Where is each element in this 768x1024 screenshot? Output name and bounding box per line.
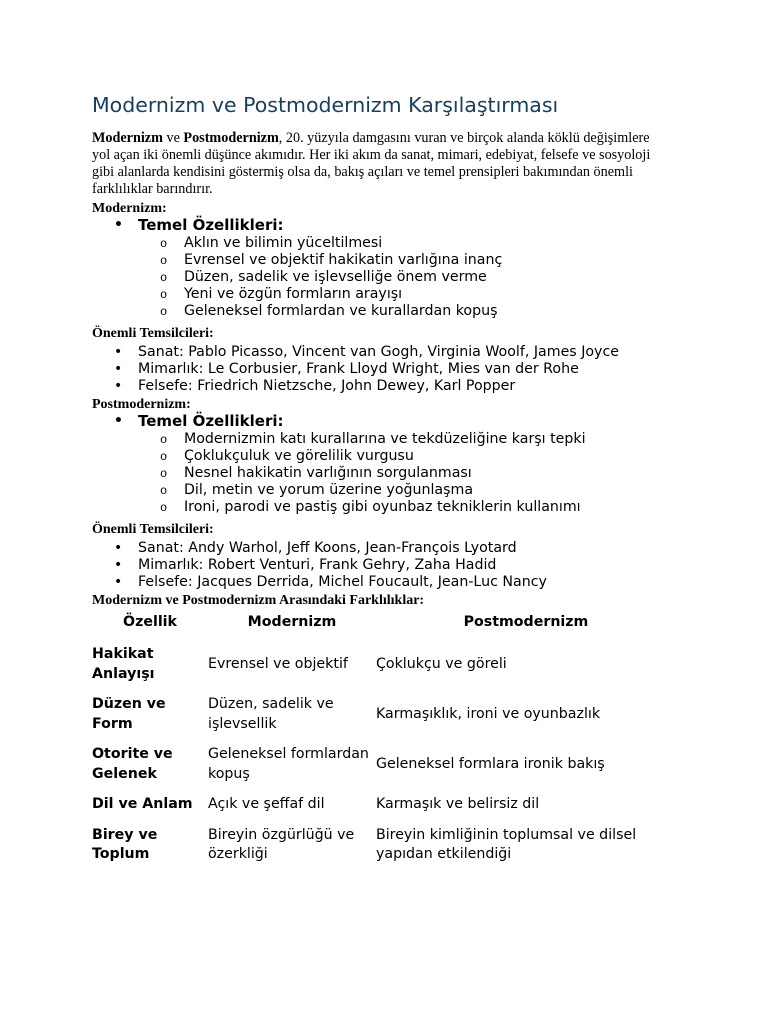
list-item [92, 413, 676, 517]
list-item: • Sanat: Pablo Picasso, Vincent van Gogh, Virginia Woolf, James Joyce [92, 344, 676, 361]
comparison-heading: Modernizm ve Postmodernizm Arasındaki Farklılıklar: [92, 593, 425, 609]
list-item: • Mimarlık: Le Corbusier, Frank Lloyd Wright, Mies van der Rohe [92, 361, 676, 378]
intro-paragraph [92, 130, 652, 198]
modernism-features-sublist [138, 235, 676, 321]
table-row [92, 695, 676, 745]
list-item: o Yeni ve özgün formların arayışı [92, 286, 676, 303]
table-cell: Düzen ve Form [92, 696, 166, 732]
table-cell: Bireyin kimliğinin toplumsal ve dilsel yapıdan etkilendiği [376, 826, 637, 863]
table-cell: Dil ve Anlam [92, 796, 193, 813]
intro-term-postmodernism: Postmodernizm [183, 130, 279, 146]
table-header-row [92, 611, 676, 645]
table-cell: Çoklukçu ve göreli [376, 656, 507, 672]
table-cell: Karmaşık ve belirsiz dil [376, 796, 540, 813]
list-item: o Düzen, sadelik ve işlevselliğe önem verme [92, 269, 676, 286]
list-item: o Evrensel ve objektif hakikatin varlığına inanç [92, 252, 676, 269]
modernism-features-list [92, 217, 676, 321]
list-item [92, 217, 676, 321]
comparison-table [92, 611, 676, 876]
list-item: o Nesnel hakikatin varlığının sorgulanması [92, 465, 676, 482]
table-cell: Otorite ve Gelenek [92, 746, 173, 782]
table-cell: Geleneksel formlardan kopuş [208, 746, 369, 782]
list-item: • Mimarlık: Robert Venturi, Frank Gehry, Zaha Hadid [92, 557, 676, 574]
list-item: o Modernizmin katı kurallarına ve tekdüzeliğine karşı tepki [92, 431, 676, 448]
intro-term-modernism: Modernizm [92, 130, 163, 146]
intro-text: , 20. yüzyıla damgasını vuran ve birçok alanda köklü değişimlere yol açan iki önemli düşünce akımıdır. Her iki akım da sanat, mimari, edebiyat, felsefe ve sosyoloji gibi alanlarda kendisini göstermiş olsa da, bakış açıları ve temel prensipleri bakımından önemli farklılıklar barındırır. [92, 130, 651, 197]
table-row [92, 645, 676, 695]
modernism-reps-list [92, 344, 676, 396]
list-item: o Geleneksel formlardan ve kurallardan kopuş [92, 303, 676, 320]
postmodernism-heading: Postmodernizm: [92, 397, 191, 413]
column-header: Modernizm [247, 614, 337, 631]
table-cell: Karmaşıklık, ironi ve oyunbazlık [376, 706, 601, 722]
table-cell: Açık ve şeffaf dil [208, 796, 325, 813]
modernism-heading: Modernizm: [92, 201, 167, 216]
list-item: • Felsefe: Friedrich Nietzsche, John Dewey, Karl Popper [92, 378, 676, 395]
postmodernism-features-label: Temel Özellikleri: [138, 412, 284, 431]
table-row [92, 826, 676, 876]
list-item: o Çoklukçuluk ve görelilik vurgusu [92, 448, 676, 465]
modernism-reps-heading: Önemli Temsilcileri: [92, 325, 214, 341]
postmodernism-features-list [92, 413, 676, 517]
intro-conjunction: ve [162, 130, 184, 146]
modernism-features-label: Temel Özellikleri: [138, 216, 284, 234]
table-row [92, 795, 676, 826]
table-cell: Hakikat Anlayışı [92, 646, 155, 682]
list-item: o Aklın ve bilimin yüceltilmesi [92, 235, 676, 252]
table-row [92, 745, 676, 795]
table-cell: Düzen, sadelik ve işlevsellik [208, 696, 334, 732]
postmodernism-reps-list [92, 540, 676, 592]
page-title: Modernizm ve Postmodernizm Karşılaştırması [92, 93, 559, 117]
list-item: • Sanat: Andy Warhol, Jeff Koons, Jean-François Lyotard [92, 540, 676, 557]
table-cell: Geleneksel formlara ironik bakış [376, 756, 605, 772]
table-cell: Bireyin özgürlüğü ve özerkliği [208, 826, 355, 863]
column-header: Postmodernizm [463, 614, 589, 631]
postmodernism-features-sublist [138, 431, 676, 517]
column-header: Özellik [123, 614, 177, 631]
list-item: • Felsefe: Jacques Derrida, Michel Foucault, Jean-Luc Nancy [92, 574, 676, 591]
table-cell: Evrensel ve objektif [208, 656, 348, 672]
list-item: o Dil, metin ve yorum üzerine yoğunlaşma [92, 482, 676, 499]
postmodernism-reps-heading: Önemli Temsilcileri: [92, 521, 214, 537]
table-cell: Birey ve Toplum [92, 826, 158, 863]
list-item: o Ironi, parodi ve pastiş gibi oyunbaz tekniklerin kullanımı [92, 499, 676, 516]
